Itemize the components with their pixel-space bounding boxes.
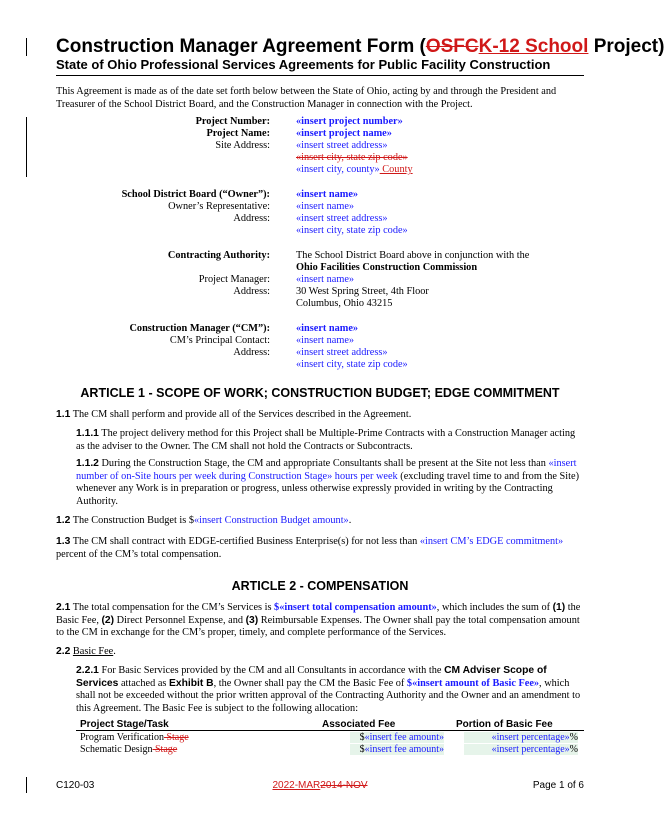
cm-address-street: «insert street address»	[296, 347, 388, 358]
table-header-row	[76, 719, 584, 731]
cm-address-city: «insert city, state zip code»	[296, 359, 408, 370]
site-street-value: «insert street address»	[296, 140, 388, 151]
owner-address-label: Address:	[233, 213, 270, 224]
section-1-2: 1.2 The Construction Budget is $«insert Construction Budget amount».	[56, 515, 352, 526]
pct-cell: «insert percentage»%	[452, 743, 584, 755]
owner-label: School District Board (“Owner”):	[121, 189, 270, 200]
authority-line2: Ohio Facilities Construction Commission	[296, 262, 478, 273]
authority-address-city: Columbus, Ohio 43215	[296, 298, 393, 309]
site-county-value: «insert city, county» County	[296, 164, 413, 175]
section-1-3: 1.3 The CM shall contract with EDGE-certified Business Enterprise(s) for not less than «insert CM’s EDGE commitment» percent of the CM’s total compensation.	[56, 536, 564, 560]
section-2-2-1: 2.2.1 For Basic Services provided by the CM and all Consultants in accordance with the CM Adviser Scope of Services attached as Exhibit B, the Owner shall pay the CM the Basic Fee of $«insert amount of Basic Fee», which shall not be exceeded without the prior written approval of the Contracting Authority and the Owner and an amendment to this Agreement. The Basic Fee is subject to the following allocation:	[76, 665, 581, 714]
owner-address-street: «insert street address»	[296, 213, 388, 224]
project-number-label: Project Number:	[195, 116, 270, 127]
article2-heading: ARTICLE 2 - COMPENSATION	[231, 579, 409, 593]
fee-cell: $«insert fee amount»	[318, 731, 452, 744]
page-title: Construction Manager Agreement Form (OSFCK-12 School Project)	[56, 36, 664, 57]
project-number-value: «insert project number»	[296, 116, 403, 127]
project-manager-value: «insert name»	[296, 274, 355, 285]
change-bar	[26, 38, 27, 56]
site-address-label: Site Address:	[215, 140, 270, 151]
fee-cell: $«insert fee amount»	[318, 743, 452, 755]
pct-cell: «insert percentage»%	[452, 731, 584, 744]
owner-value: «insert name»	[296, 189, 359, 200]
project-manager-label: Project Manager:	[198, 274, 270, 285]
authority-line1: The School District Board above in conjunction with the	[296, 250, 530, 261]
page-number: Page 1 of 6	[532, 780, 584, 791]
article1-heading: ARTICLE 1 - SCOPE OF WORK; CONSTRUCTION BUDGET; EDGE COMMITMENT	[80, 386, 560, 400]
cm-contact-value: «insert name»	[296, 335, 355, 346]
col-header-portion: Portion of Basic Fee	[452, 719, 584, 731]
site-city-struck: «insert city, state zip code»	[296, 152, 408, 163]
section-2-2: 2.2 Basic Fee.	[56, 646, 116, 657]
table-row	[76, 731, 584, 744]
fee-allocation-table	[76, 719, 584, 755]
authority-label: Contracting Authority:	[167, 250, 270, 261]
owner-rep-value: «insert name»	[296, 201, 355, 212]
section-1-1-2: 1.1.2 During the Construction Stage, the CM and appropriate Consultants shall be present at the Site not less than «insert number of on-Site hours per week during Construction Stage» hours per week (excluding travel time to and from the Site) whenever any Work is in preparation or progress, unless otherwise expressly provided in writing by the Contracting Authority.	[76, 458, 580, 507]
form-code: C120-03	[56, 780, 95, 791]
change-bar	[26, 117, 27, 177]
task-cell: Schematic Design Stage	[80, 743, 178, 755]
intro-paragraph: This Agreement is made as of the date set forth below between the State of Ohio, acting by and through the President and Treasurer of the School District Board, and the Construction Manager in connection with the Project.	[56, 86, 557, 110]
project-name-label: Project Name:	[206, 128, 270, 139]
section-1-1: 1.1 The CM shall perform and provide all of the Services described in the Agreement.	[56, 409, 412, 420]
table-row	[76, 743, 584, 755]
owner-address-city: «insert city, state zip code»	[296, 225, 408, 236]
revision-date: 2022-MAR2014-NOV	[272, 780, 368, 791]
col-header-task: Project Stage/Task	[76, 719, 318, 731]
cm-contact-label: CM’s Principal Contact:	[169, 335, 270, 346]
authority-address-street: 30 West Spring Street, 4th Floor	[296, 286, 429, 297]
owner-rep-label: Owner’s Representative:	[168, 201, 270, 212]
project-name-value: «insert project name»	[296, 128, 392, 139]
title-rule	[56, 75, 584, 76]
page-subtitle: State of Ohio Professional Services Agreements for Public Facility Construction	[56, 57, 551, 72]
task-cell: Program Verification Stage	[80, 731, 189, 743]
section-2-1: 2.1 The total compensation for the CM’s Services is $«insert total compensation amount», which includes the sum of (1) the Basic Fee, (2) Direct Personnel Expense, and (3) Reimbursable Expenses. The Owner shall pay the total compensation amount to the CM in exchange for the CM’s proper, timely, and complete performance of the Services.	[56, 602, 581, 638]
cm-address-label: Address:	[233, 347, 270, 358]
authority-address-label: Address:	[233, 286, 270, 297]
cm-value: «insert name»	[296, 323, 359, 334]
cm-label: Construction Manager (“CM”):	[129, 323, 270, 334]
section-1-1-1: 1.1.1 The project delivery method for this Project shall be Multiple-Prime Contracts with a Construction Manager acting as the adviser to the Owner. The CM shall not hold the Contracts or Subcontracts.	[76, 428, 576, 452]
col-header-fee: Associated Fee	[318, 719, 452, 731]
